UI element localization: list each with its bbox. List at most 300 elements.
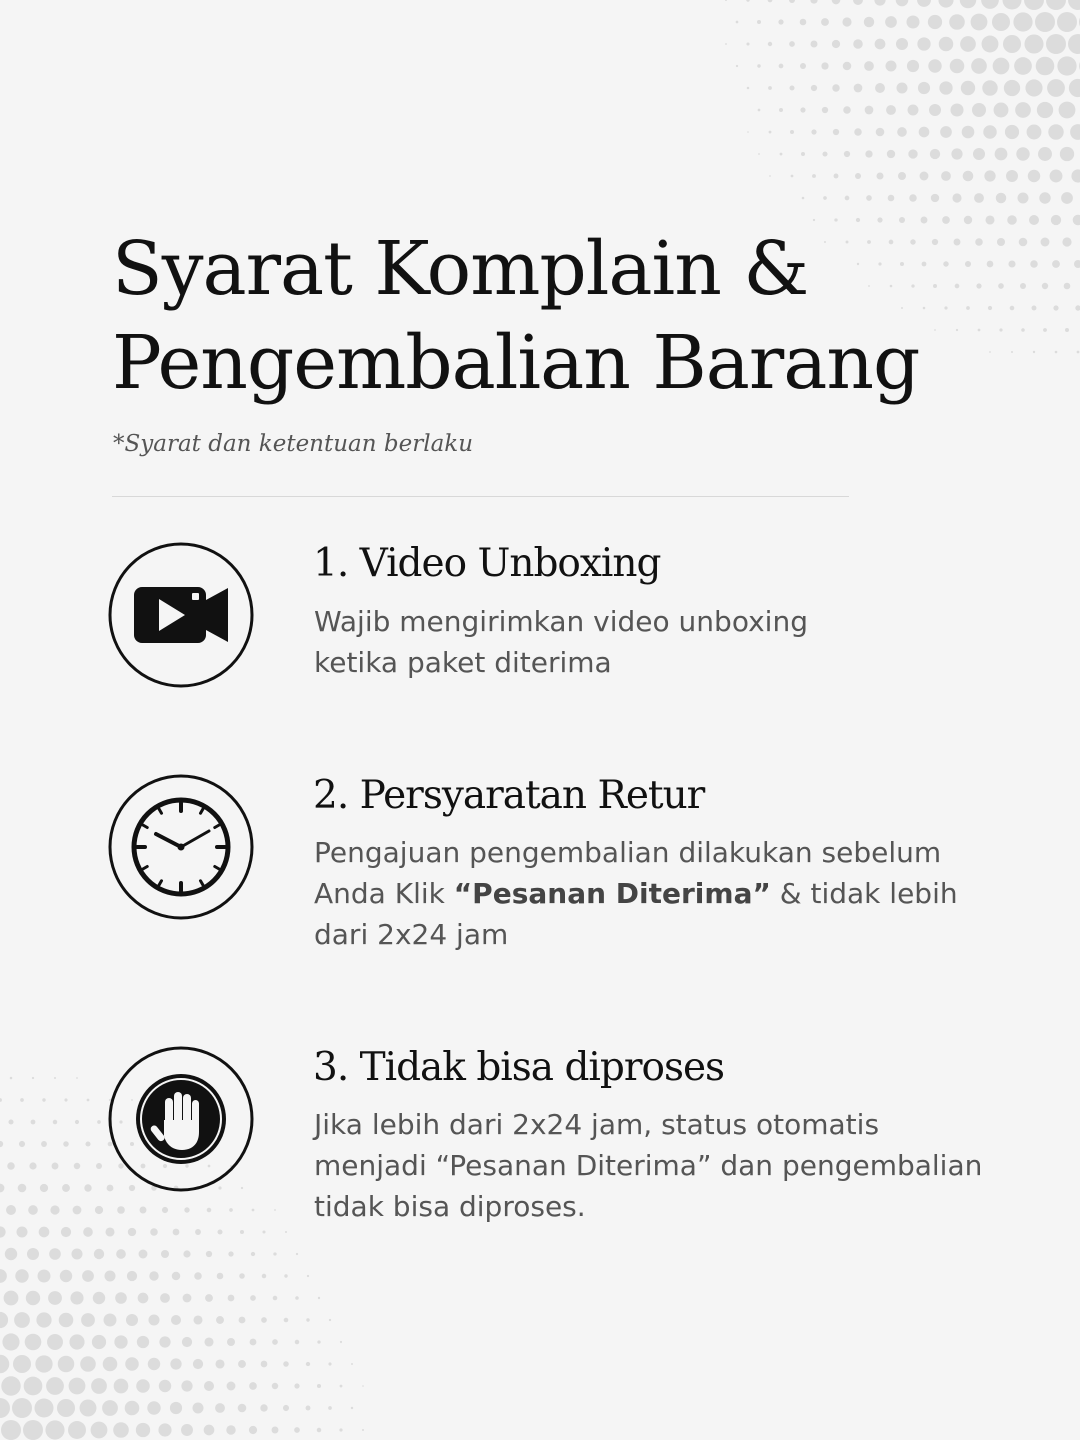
halftone-dot	[172, 1272, 181, 1281]
halftone-dot	[1041, 238, 1050, 247]
halftone-dot	[842, 17, 851, 26]
halftone-dot	[340, 1385, 343, 1388]
halftone-dot	[1070, 124, 1080, 140]
item-1-heading: 1. Video Unboxing	[313, 541, 661, 586]
halftone-dot	[136, 1423, 150, 1437]
halftone-dot	[148, 1358, 160, 1370]
halftone-dot	[972, 103, 986, 117]
halftone-dot	[1017, 192, 1028, 203]
halftone-dot	[62, 1184, 70, 1192]
halftone-dot	[746, 0, 749, 2]
halftone-dot	[982, 80, 997, 95]
halftone-dot	[790, 130, 794, 134]
halftone-dot	[4, 1291, 19, 1306]
halftone-dot	[789, 0, 795, 3]
halftone-dot	[306, 1318, 309, 1321]
halftone-dot	[950, 59, 965, 74]
halftone-dot	[1071, 169, 1080, 182]
halftone-dot	[757, 64, 760, 67]
halftone-dot	[1065, 328, 1069, 332]
halftone-dot	[125, 1401, 140, 1416]
halftone-dot	[103, 1357, 118, 1372]
halftone-dot	[845, 196, 850, 201]
halftone-dot	[250, 1295, 256, 1301]
halftone-dot	[181, 1424, 193, 1436]
item-1-description-line-1: Wajib mengirimkan video unboxing	[314, 605, 808, 638]
halftone-dot	[757, 20, 761, 24]
halftone-dot	[140, 1207, 147, 1214]
halftone-dot	[249, 1426, 257, 1434]
halftone-dot	[1024, 0, 1044, 10]
halftone-dot	[272, 1339, 278, 1345]
halftone-dot	[63, 1141, 69, 1147]
video-camera-icon	[108, 542, 254, 688]
halftone-dot	[1073, 215, 1080, 226]
halftone-dot	[813, 219, 815, 221]
halftone-dot	[855, 173, 861, 179]
halftone-dot	[91, 1422, 108, 1439]
halftone-dot	[778, 19, 783, 24]
halftone-dot	[1075, 305, 1080, 310]
halftone-dot	[811, 129, 816, 134]
halftone-dot	[161, 1250, 169, 1258]
halftone-dot	[853, 0, 863, 5]
halftone-dot	[790, 86, 795, 91]
halftone-dot	[951, 148, 962, 159]
halftone-dot	[885, 16, 897, 28]
halftone-dot	[866, 195, 872, 201]
halftone-dot	[960, 0, 976, 8]
halftone-dot	[283, 1361, 289, 1367]
halftone-dot	[1062, 237, 1071, 246]
halftone-dot	[116, 1249, 126, 1259]
halftone-dot	[832, 84, 839, 91]
halftone-dot	[789, 41, 795, 47]
halftone-dot	[137, 1336, 149, 1348]
halftone-dot	[50, 1205, 59, 1214]
clock-tick	[159, 809, 162, 813]
halftone-dot	[104, 1314, 117, 1327]
halftone-dot	[362, 1385, 364, 1387]
halftone-dot	[888, 195, 895, 202]
halftone-dot	[181, 1380, 192, 1391]
pesanan-diterima-emphasis: “Pesanan Diterima”	[453, 877, 771, 910]
halftone-dot	[865, 106, 874, 115]
halftone-dot	[64, 1098, 67, 1101]
halftone-dot	[114, 1335, 127, 1348]
halftone-dot	[950, 103, 963, 116]
halftone-dot	[195, 1229, 201, 1235]
halftone-dot	[329, 1319, 331, 1321]
halftone-dot	[260, 1404, 267, 1411]
halftone-dot	[273, 1296, 278, 1301]
halftone-dot	[1039, 192, 1050, 203]
clock-tick	[143, 825, 147, 828]
halftone-dot	[886, 61, 897, 72]
halftone-dot	[907, 60, 919, 72]
halftone-dot	[284, 1274, 287, 1277]
halftone-dot	[94, 1249, 104, 1259]
halftone-dot	[14, 1312, 30, 1328]
halftone-dot	[930, 149, 940, 159]
halftone-dot	[1014, 57, 1032, 75]
halftone-dot	[1020, 283, 1026, 289]
divider	[112, 496, 849, 497]
halftone-dot	[1021, 328, 1025, 332]
halftone-dot	[317, 1384, 321, 1388]
halftone-dot	[1019, 238, 1028, 247]
halftone-dot	[2, 1333, 19, 1350]
halftone-dot	[876, 172, 883, 179]
halftone-dot	[91, 1378, 107, 1394]
halftone-dot	[83, 1227, 93, 1237]
halftone-dot	[113, 1422, 129, 1438]
halftone-dot	[73, 1206, 82, 1215]
halftone-dot	[1007, 215, 1017, 225]
halftone-dot	[328, 1362, 331, 1365]
halftone-dot	[92, 1335, 106, 1349]
halftone-dot	[769, 131, 772, 134]
halftone-dot	[6, 1205, 16, 1215]
halftone-dot	[274, 1209, 276, 1211]
halftone-dot	[216, 1316, 224, 1324]
halftone-dot	[171, 1315, 181, 1325]
halftone-dot	[34, 1398, 53, 1417]
halftone-dot	[973, 148, 985, 160]
halftone-dot	[822, 107, 828, 113]
halftone-dot	[1061, 192, 1073, 204]
halftone-dot	[75, 1120, 79, 1124]
halftone-dot	[736, 21, 739, 24]
halftone-dot	[226, 1425, 235, 1434]
halftone-dot	[768, 86, 772, 90]
halftone-dot	[963, 171, 974, 182]
halftone-dot	[159, 1380, 171, 1392]
clock-tick	[201, 881, 204, 885]
halftone-dot	[758, 153, 760, 155]
halftone-dot	[1050, 170, 1063, 183]
halftone-dot	[832, 0, 841, 4]
halftone-dot	[28, 1205, 38, 1215]
halftone-dot	[82, 1270, 94, 1282]
halftone-dot	[928, 59, 941, 72]
halftone-dot	[992, 13, 1010, 31]
halftone-dot	[227, 1382, 236, 1391]
halftone-dot	[984, 170, 995, 181]
halftone-dot	[974, 193, 984, 203]
halftone-dot	[70, 1291, 83, 1304]
halftone-dot	[215, 1359, 224, 1368]
halftone-dot	[182, 1337, 192, 1347]
halftone-dot	[1025, 79, 1042, 96]
halftone-dot	[127, 1271, 137, 1281]
halftone-dot	[26, 1291, 40, 1305]
halftone-dot	[205, 1294, 213, 1302]
halftone-dot	[16, 1226, 27, 1237]
halftone-dot	[204, 1425, 215, 1436]
halftone-dot	[218, 1230, 223, 1235]
halftone-dot	[272, 1427, 279, 1434]
halftone-dot	[192, 1402, 203, 1413]
halftone-dot	[57, 1399, 75, 1417]
halftone-dot	[971, 58, 987, 74]
halftone-dot	[284, 1318, 289, 1323]
halftone-dot	[952, 193, 961, 202]
halftone-dot	[74, 1163, 81, 1170]
halftone-dot	[228, 1251, 233, 1256]
item-2-description	[314, 832, 994, 955]
halftone-dot	[96, 1163, 102, 1169]
halftone-dot	[801, 152, 805, 156]
halftone-dot	[227, 1338, 235, 1346]
halftone-dot	[1028, 170, 1040, 182]
halftone-dot	[897, 127, 907, 137]
halftone-dot	[52, 1163, 59, 1170]
halftone-dot	[10, 1077, 13, 1080]
halftone-dot	[80, 1356, 96, 1372]
halftone-dot	[339, 1428, 342, 1431]
halftone-dot	[49, 1248, 61, 1260]
halftone-dot	[27, 1248, 39, 1260]
halftone-dot	[162, 1207, 168, 1213]
clock-tick	[143, 867, 147, 870]
halftone-dot	[215, 1403, 225, 1413]
halftone-dot	[0, 1355, 9, 1374]
halftone-dot	[1032, 306, 1037, 311]
item-3-description-line-2: menjadi “Pesanan Diterima” dan pengembalian	[314, 1149, 983, 1182]
halftone-dot	[747, 131, 749, 133]
halftone-dot	[261, 1317, 267, 1323]
halftone-dot	[95, 1206, 103, 1214]
halftone-dot	[306, 1362, 310, 1366]
halftone-dot	[229, 1208, 233, 1212]
item-2-heading: 2. Persyaratan Retur	[313, 773, 705, 818]
halftone-dot	[917, 0, 931, 7]
halftone-dot	[1077, 351, 1080, 354]
halftone-dot	[149, 1271, 158, 1280]
halftone-dot	[1003, 35, 1021, 53]
halftone-dot	[1046, 34, 1066, 54]
halftone-dot	[317, 1340, 320, 1343]
halftone-dot	[1006, 170, 1018, 182]
halftone-dot	[204, 1337, 213, 1346]
halftone-dot	[833, 129, 839, 135]
halftone-dot	[997, 238, 1005, 246]
halftone-dot	[929, 104, 941, 116]
halftone-dot	[961, 81, 975, 95]
halftone-dot	[272, 1383, 278, 1389]
halftone-dot	[919, 127, 930, 138]
halftone-dot	[982, 36, 999, 53]
halftone-dot	[920, 172, 929, 181]
item-3-description-line-1: Jika lebih dari 2x24 jam, status otomatis	[314, 1108, 880, 1141]
halftone-dot	[240, 1230, 244, 1234]
halftone-dot	[13, 1355, 31, 1373]
halftone-dot	[780, 153, 783, 156]
clock-tick	[201, 809, 204, 813]
halftone-dot	[779, 64, 784, 69]
halftone-dot	[854, 128, 861, 135]
halftone-dot	[886, 105, 896, 115]
halftone-dot	[1, 1420, 21, 1440]
halftone-dot	[864, 61, 874, 71]
halftone-dot	[0, 1141, 3, 1147]
halftone-dot	[810, 0, 817, 4]
halftone-dot	[876, 128, 885, 137]
halftone-dot	[39, 1227, 50, 1238]
halftone-dot	[995, 148, 1008, 161]
halftone-dot	[1016, 147, 1029, 160]
halftone-dot	[97, 1120, 101, 1124]
halftone-dot	[843, 62, 852, 71]
halftone-dot	[1008, 260, 1015, 267]
halftone-dot	[217, 1273, 224, 1280]
halftone-dot	[294, 1427, 300, 1433]
halftone-dot	[0, 1312, 8, 1328]
item-3-description	[314, 1104, 994, 1227]
clock-tick	[159, 881, 162, 885]
halftone-dot	[769, 175, 771, 177]
halftone-dot	[1013, 12, 1032, 31]
halftone-dot	[251, 1252, 255, 1256]
halftone-dot	[1038, 147, 1052, 161]
halftone-dot	[24, 1377, 43, 1396]
halftone-dot	[941, 171, 951, 181]
halftone-dot	[844, 151, 850, 157]
halftone-dot	[294, 1383, 299, 1388]
halftone-dot	[1037, 102, 1053, 118]
halftone-dot	[183, 1250, 190, 1257]
halftone-dot	[918, 82, 930, 94]
page-title-line-1: Syarat Komplain &	[112, 226, 809, 312]
halftone-dot	[207, 1208, 212, 1213]
halftone-dot	[46, 1377, 64, 1395]
halftone-dot	[239, 1273, 245, 1279]
halftone-dot	[1052, 260, 1060, 268]
halftone-dot	[150, 1228, 158, 1236]
halftone-dot	[238, 1360, 246, 1368]
halftone-dot	[1043, 328, 1047, 332]
halftone-dot	[971, 14, 988, 31]
halftone-dot	[791, 175, 794, 178]
halftone-dot	[36, 1312, 51, 1327]
halftone-dot	[159, 1336, 170, 1347]
halftone-dot	[296, 1253, 298, 1255]
halftone-dot	[834, 174, 839, 179]
halftone-dot	[1010, 306, 1015, 311]
halftone-dot	[822, 151, 827, 156]
halftone-dot	[12, 1398, 32, 1418]
page-title	[112, 222, 992, 410]
halftone-dot	[994, 103, 1009, 118]
halftone-dot	[238, 1404, 247, 1413]
halftone-dot	[31, 1120, 36, 1125]
halftone-dot	[93, 1292, 105, 1304]
halftone-dot	[875, 83, 885, 93]
halftone-dot	[68, 1421, 86, 1439]
halftone-dot	[853, 39, 863, 49]
halftone-dot	[5, 1248, 17, 1260]
halftone-dot	[949, 14, 965, 30]
item-2-description-prefix: Anda Klik	[314, 877, 454, 910]
halftone-dot	[306, 1406, 311, 1411]
halftone-dot	[939, 81, 952, 94]
item-2-description-line-2	[314, 877, 958, 910]
halftone-dot	[887, 150, 895, 158]
halftone-dot	[138, 1293, 149, 1304]
halftone-dot	[800, 107, 805, 112]
halftone-dot	[811, 85, 817, 91]
halftone-dot	[1053, 305, 1058, 310]
halftone-dot	[874, 0, 885, 6]
halftone-dot	[261, 1361, 268, 1368]
halftone-dot	[1046, 0, 1066, 10]
halftone-dot	[104, 1270, 115, 1281]
halftone-dot	[981, 0, 999, 9]
halftone-dot	[768, 0, 773, 2]
halftone-dot	[15, 1269, 28, 1282]
halftone-dot	[69, 1378, 86, 1395]
halftone-dot	[351, 1407, 353, 1409]
halftone-dot	[1, 1376, 20, 1395]
halftone-dot	[725, 43, 727, 45]
halftone-dot	[58, 1356, 74, 1372]
halftone-dot	[128, 1228, 136, 1236]
halftone-dot	[1069, 79, 1080, 97]
halftone-dot	[960, 36, 976, 52]
halftone-dot	[193, 1315, 202, 1324]
halftone-dot	[736, 65, 738, 67]
item-2-description-suffix: & tidak lebih	[770, 877, 958, 910]
halftone-dot	[193, 1359, 203, 1369]
halftone-dot	[1051, 215, 1061, 225]
halftone-dot	[1033, 351, 1035, 353]
halftone-dot	[273, 1252, 276, 1255]
halftone-dot	[295, 1340, 300, 1345]
clock-tick	[215, 825, 219, 828]
halftone-dot	[204, 1381, 214, 1391]
stop-hand-icon	[108, 1046, 254, 1192]
halftone-dot	[1048, 124, 1063, 139]
halftone-dot	[768, 42, 772, 46]
halftone-dot	[0, 1269, 7, 1283]
halftone-dot	[821, 62, 828, 69]
halftone-dot	[896, 82, 907, 93]
clock-icon	[108, 774, 254, 920]
halftone-dot	[228, 1295, 235, 1302]
halftone-dot	[307, 1275, 309, 1277]
halftone-dot	[0, 1184, 4, 1193]
item-3-description-line-3: tidak bisa diproses.	[314, 1190, 586, 1223]
halftone-dot	[993, 58, 1010, 75]
halftone-dot	[939, 37, 954, 52]
halftone-dot	[1042, 283, 1048, 289]
halftone-dot	[1005, 125, 1019, 139]
halftone-dot	[23, 1420, 43, 1440]
halftone-dot	[136, 1379, 150, 1393]
halftone-dot	[998, 283, 1004, 289]
halftone-dot	[747, 87, 750, 90]
halftone-dot	[76, 1077, 78, 1079]
halftone-dot	[105, 1227, 114, 1236]
halftone-dot	[854, 84, 863, 93]
halftone-dot	[1011, 351, 1013, 353]
halftone-dot	[102, 1400, 118, 1416]
halftone-dot	[362, 1429, 364, 1431]
halftone-dot	[1015, 102, 1031, 118]
halftone-dot	[906, 15, 919, 28]
halftone-dot	[41, 1141, 47, 1147]
